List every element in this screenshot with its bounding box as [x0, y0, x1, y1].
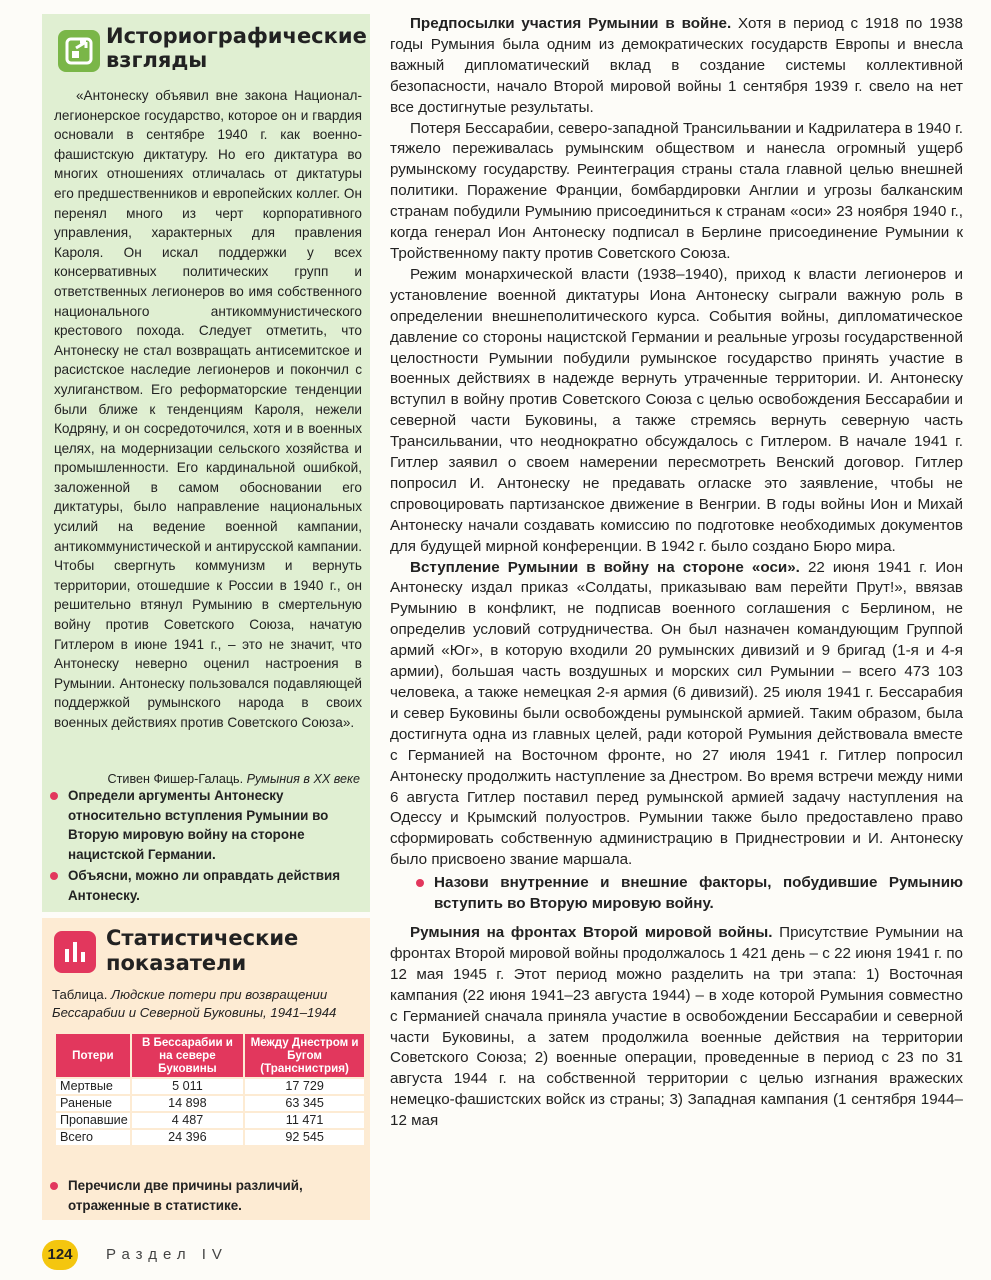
historiography-box: [42, 14, 370, 912]
question-item: [410, 873, 963, 915]
task-item: [50, 1176, 364, 1215]
paragraph: Режим монархической власти (1938–1940), приход к власти легионеров и установление военной диктатуры Иона Антонеску сыграли важную роль в определении внешнеполитического курса. События войны, дипломатическое давление со стороны нацистской Германии и реальные угрозы государственной целостности Румынии побудили румынское государство принять участие в военных действиях в надежде вернуть утраченные территории. И. Антонеску вступил в войну против Советского Союза с целью освобождения Бессарабии и северной части Буковины, а также стремясь вернуть северную часть Трансильвании, что неоднократно обсуждалось с Гитлером. В начале 1941 г. Гитлер заявил о своем намерении пересмотреть Венский договор. Гитлер попросил И. Антонеску не предавать огласке это заявление, чтобы не спровоцировать партизанское движение в Венгрии. В годы войны Ион и Михай Антонеску начали создавать комиссию по подготовке необходимых документов для будущей мирной конференции. В 1942 г. было создано Бюро мира.: [390, 265, 963, 555]
table-cell: 11 471: [245, 1113, 364, 1128]
paragraph-text: Хотя в период с 1918 по 1938 годы Румыния была одним из демократических государств Европы и внесла важный дипломатический вклад в создание системы коллективной безопасности, начало Второй мировой войны 1 сентября 1939 г. свело на нет все достигнутые результаты.: [390, 15, 963, 116]
bullet-icon: [50, 872, 58, 880]
source-title: Румыния в ХХ веке: [246, 772, 360, 786]
row-label: Пропавшие: [56, 1113, 130, 1128]
historiography-header: [56, 22, 366, 84]
column-header: Между Днестром и Бугом (Транснистрия): [245, 1034, 364, 1077]
section-label: Раздел IV: [106, 1246, 228, 1263]
historiography-icon: [58, 30, 100, 72]
task-item: [50, 866, 364, 905]
table-cell: 24 396: [132, 1130, 243, 1145]
task-item: [50, 786, 364, 864]
paragraph-text: 22 июня 1941 г. Ион Антонеску издал приказ «Солдаты, приказываю вам перейти Прут!», ввязав Румынию в конфликт, не подписав военного соглашения с Берлином, не определив условий сотрудничества. Он был назначен командующим Группой армий «Юг», в которую входили 20 румынских дивизий и 9 бригад (1-я и 4-я армии), большая часть воздушных и морских сил Румынии – всего 473 103 человека, а также немецкая 2-я армия (6 дивизий). 25 июля 1941 г. Бессарабия и север Буковины были освобождены румынской армией. Таким образом, была достигнута одна из главных целей, ради которой Румыния действовала вместе с Германией на Восточном фронте, но 27 июля 1941 г. Гитлер попросил Антонеску продолжить наступление за Днестром. Во время встречи между ними 6 августа Гитлер поставил перед румынской армией задачу наступления на Одессу и Крымский полуостров. Румынии также было предоставлено право сформировать собственную администрацию в Приднестровии и И. Антонеску было присвоено звание маршала.: [390, 558, 963, 869]
statistics-title: Статистические показатели: [106, 926, 299, 975]
paragraph: [390, 558, 963, 872]
paragraph-heading: Румыния на фронтах Второй мировой войны.: [410, 923, 773, 941]
main-text: [390, 14, 963, 1132]
historiography-quote: «Антонеску объявил вне закона Национал-легионерское государство, которое он и гвардия основали в сентябре 1940 г. как военно-фашистскую диктатуру. Но его диктатура во многих отношениях отличалась от диктатуры его предшественников и европейских коллег. Он перенял много из черт корпоративного управления, характерных для правления Кароля. Он искал поддержки у всех консервативных политических групп и ответственных легионеров во имя собственного национального антикоммунистического крестового похода. Следует отметить, что Антонеску не стал возвращать антисемитское и расистское наследие легионеров и покончил с хулиганством. Его реформаторские тенденции были ближе к тенденциям Кароля, нежели Кодряну, и он сосредоточился, хотя и в военных целях, на модернизации сельского хозяйства и промышленности. Его кардинальной ошибкой, заложенной в самом обосновании его диктатуры, было направление национальных усилий на ведение военной кампании, антикоммунистической и антирусской кампании. Чтобы свергнуть коммунизм и вернуть территории, отошедшие к России в 1940 г., он решительно втянул Румынию в смертельную войну против Советского Союза, начатую Гитлером в июне 1941 г., – это не значит, что Антонеску неверно оценил настроения в Румынии. Антонеску пользовался подавляющей поддержкой румынского народа в своих военных действиях против Советского Союза».: [54, 88, 362, 730]
table-cell: 14 898: [132, 1096, 243, 1111]
historiography-title: Историографические взгляды: [106, 24, 367, 72]
table-row: [56, 1079, 364, 1094]
paragraph: [390, 14, 963, 119]
question-text: Назови внутренние и внешние факторы, побудившие Румынию вступить во Вторую мировую войну.: [434, 874, 963, 913]
paragraph: Потеря Бессарабии, северо-западной Трансильвании и Кадрилатера в 1940 г. тяжело переживалась румынским обществом и нанесла огромный ущерб румынскому государству. Реинтеграция страны стала главной целью внешней политики. Поражение Франции, бомбардировки Англии и угрозы балканским странам побудили Румынию присоединиться к странам «оси» 23 ноября 1940 г., когда генерал Ион Антонеску подписал в Берлине присоединение Румынии к Тройственному пакту против Советского Союза.: [390, 119, 963, 262]
table-row: [56, 1130, 364, 1145]
caption-prefix: Таблица.: [52, 987, 108, 1002]
table-cell: 63 345: [245, 1096, 364, 1111]
task-text: Объясни, можно ли оправдать действия Антонеску.: [68, 868, 341, 903]
table-cell: 5 011: [132, 1079, 243, 1094]
bullet-icon: [50, 792, 58, 800]
table-cell: 17 729: [245, 1079, 364, 1094]
table-row: [56, 1096, 364, 1111]
task-text: Определи аргументы Антонеску относительно вступления Румынии во Вторую мировую войну на стороне нацистской Германии.: [68, 788, 329, 862]
row-label: Всего: [56, 1130, 130, 1145]
source-author: Стивен Фишер-Галаць.: [107, 772, 244, 786]
quote-source: [54, 772, 360, 786]
bullet-icon: [50, 1182, 58, 1190]
row-label: Мертвые: [56, 1079, 130, 1094]
table-row: [56, 1113, 364, 1128]
statistics-box: [42, 918, 370, 1220]
paragraph-heading: Предпосылки участия Румынии в войне.: [410, 15, 732, 32]
column-header: Потери: [56, 1034, 130, 1077]
losses-table: [54, 1032, 366, 1147]
table-caption: [52, 986, 368, 1022]
row-label: Раненые: [56, 1096, 130, 1111]
page-number: 124: [42, 1240, 78, 1270]
table-cell: 92 545: [245, 1130, 364, 1145]
task-text: Перечисли две причины различий, отраженные в статистике.: [68, 1178, 303, 1213]
paragraph-heading: Вступление Румынии в войну на стороне «оси».: [410, 558, 800, 576]
caption-title: Людские потери при возвращении Бессарабии и Северной Буковины, 1941–1944: [52, 987, 337, 1020]
bullet-icon: [416, 879, 424, 887]
paragraph-text: Присутствие Румынии на фронтах Второй мировой войны продолжалось 1 421 день – с 22 июня 1941 г. по 12 мая 1945 г. Этот период можно разделить на три этапа: 1) Восточная кампания (22 июня 1941–23 августа 1944) – в ходе которой Румыния совместно с Германией сначала приняла участие в освобождении Бессарабии и северной части Буковины, а затем продолжила военные действия на территории Советского Союза; 2) военные операции, проведенные в период с 23 по 31 августа 1944 г. на собственной территории с целью изгнания вражеских немецко-фашистских войск из страны; 3) Западная кампания (1 сентября 1944–12 мая: [390, 923, 963, 1130]
table-header-row: [56, 1034, 364, 1077]
table-cell: 4 487: [132, 1113, 243, 1128]
bar-chart-icon: [54, 931, 96, 973]
paragraph: [390, 923, 963, 1132]
column-header: В Бессарабии и на севере Буковины: [132, 1034, 243, 1077]
